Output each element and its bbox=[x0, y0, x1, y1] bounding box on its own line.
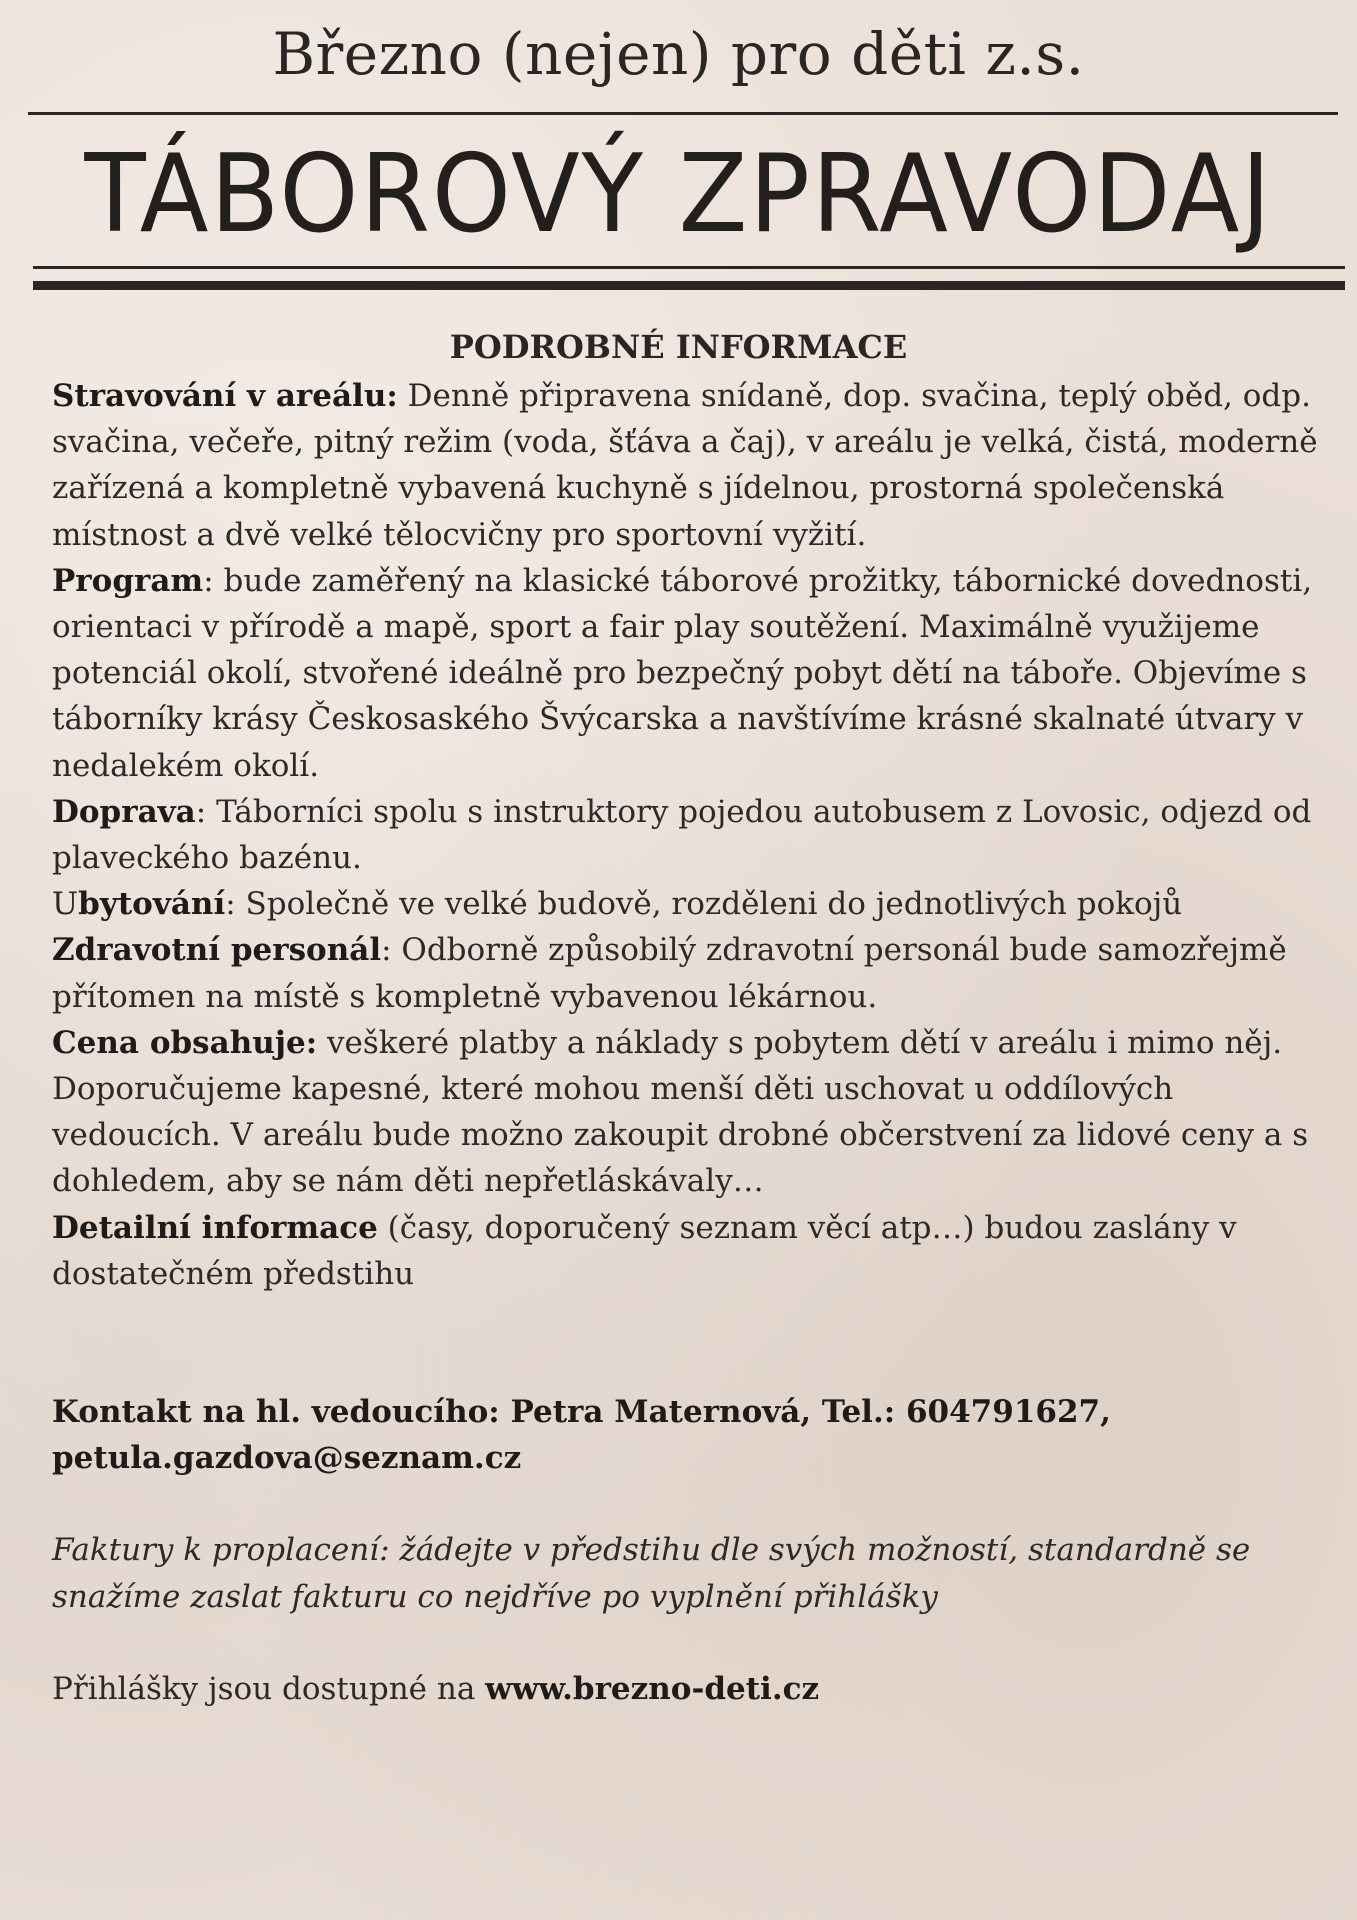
info-paragraph-medical bbox=[52, 927, 1322, 1019]
info-paragraph-meals bbox=[52, 373, 1322, 558]
info-text: veškeré platby a náklady s pobytem dětí v areálu i mimo něj. Doporučujeme kapesné, které mohou menší děti uschovat u oddílových vedoucích. V areálu bude možno zakoupit drobné občerstvení za lidové ceny a s dohledem, aby se nám děti nepřetláskávaly… bbox=[52, 1024, 1309, 1200]
info-label: Detailní informace bbox=[52, 1209, 378, 1246]
registration-text: Přihlášky jsou dostupné na bbox=[52, 1670, 486, 1707]
registration-note bbox=[52, 1666, 1322, 1712]
info-paragraph-price bbox=[52, 1020, 1322, 1205]
info-text: : bude zaměřený na klasické táborové prožitky, tábornické dovednosti, orientaci v přírodě a mapě, sport a fair play soutěžení. Maximálně využijeme potenciál okolí, stvořené ideálně pro bezpečný pobyt dětí na táboře. Objevíme s táborníky krásy Českosaského Švýcarska a navštívíme krásné skalnaté útvary v nedalekém okolí. bbox=[52, 562, 1313, 784]
spacer bbox=[52, 1481, 1322, 1527]
info-text: : Společně ve velké budově, rozděleni do jednotlivých pokojů bbox=[225, 886, 1183, 923]
info-label: Cena obsahuje: bbox=[52, 1024, 318, 1061]
info-label: Doprava bbox=[52, 793, 196, 830]
info-text: (časy, doporučený seznam věcí atp…) budou zaslány v dostatečném předstihu bbox=[52, 1209, 1237, 1292]
invoice-note: Faktury k proplacení: žádejte v předstihu dle svých možností, standardně se snažíme zaslat fakturu co nejdříve po vyplnění přihlášky bbox=[52, 1532, 1251, 1615]
info-prefix: U bbox=[52, 886, 79, 923]
masthead-divider-thin bbox=[33, 266, 1345, 269]
contact-info: Kontakt na hl. vedoucího: Petra Maternová, Tel.: 604791627, petula.gazdova@seznam.cz bbox=[52, 1394, 1111, 1477]
website-link[interactable]: www.brezno-deti.cz bbox=[485, 1670, 820, 1707]
info-text: : Odborně způsobilý zdravotní personál bude samozřejmě přítomen na místě s kompletně vybavenou lékárnou. bbox=[52, 932, 1287, 1015]
info-text: : Táborníci spolu s instruktory pojedou autobusem z Lovosic, odjezd od plaveckého bazénu. bbox=[52, 793, 1312, 877]
info-label: Program bbox=[52, 562, 204, 599]
info-paragraph-accommodation bbox=[52, 881, 1322, 927]
info-paragraph-program bbox=[52, 558, 1322, 789]
top-divider bbox=[28, 112, 1338, 115]
organization-name: Březno (nejen) pro děti z.s. bbox=[272, 20, 1085, 88]
info-text: Denně připravena snídaně, dop. svačina, teplý oběd, odp. svačina, večeře, pitný režim (voda, šťáva a čaj), v areálu je velká, čistá, moderně zařízená a kompletně vybavená kuchyně s jídelnou, prostorná společenská místnost a dvě velké tělocvičny pro sportovní vyžití. bbox=[52, 378, 1318, 553]
info-paragraph-details bbox=[52, 1205, 1322, 1297]
info-label: Stravování v areálu: bbox=[52, 378, 398, 414]
info-label: bytování bbox=[78, 886, 226, 923]
info-paragraph-transport bbox=[52, 789, 1322, 881]
spacer bbox=[52, 1620, 1322, 1666]
spacer bbox=[52, 1297, 1322, 1389]
masthead-title: TÁBOROVÝ ZPRAVODAJ bbox=[84, 132, 1273, 257]
details-body bbox=[52, 373, 1322, 1712]
info-label: Zdravotní personál bbox=[52, 932, 382, 969]
section-heading: PODROBNÉ INFORMACE bbox=[449, 328, 908, 366]
masthead-divider-thick bbox=[33, 281, 1345, 290]
